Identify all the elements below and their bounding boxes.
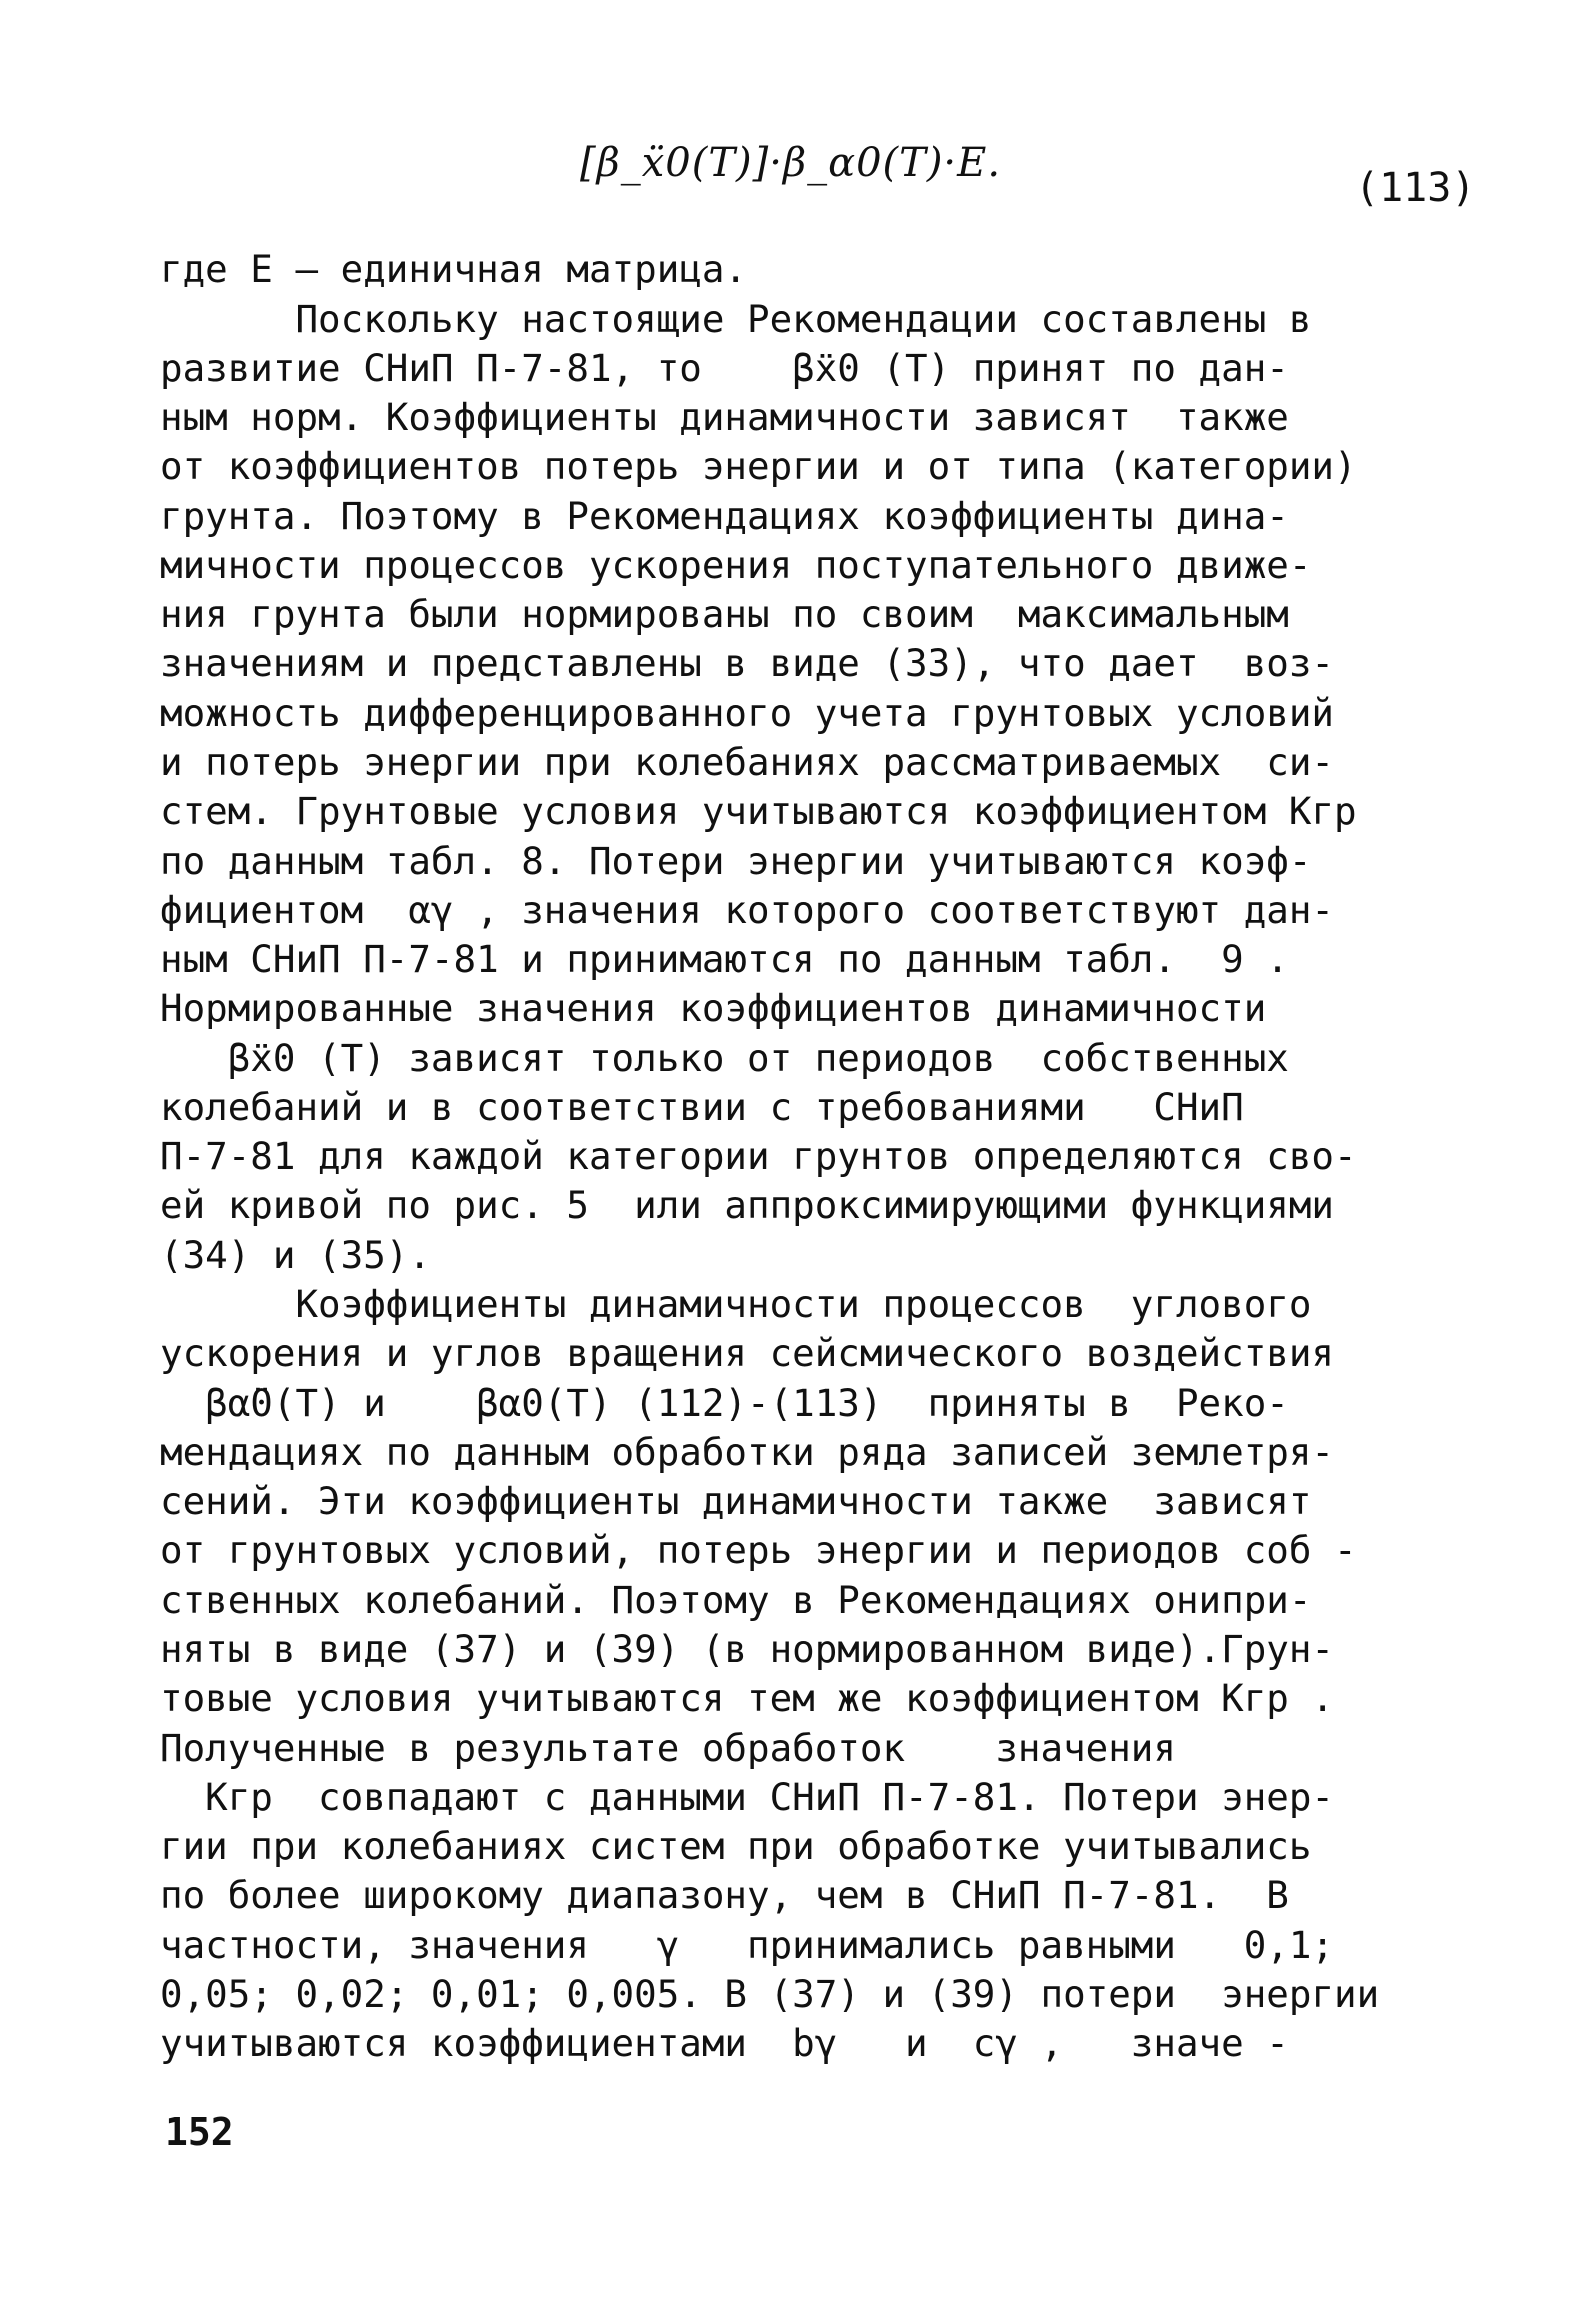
text-line: сений. Эти коэффициенты динамичности также зависят <box>160 1479 1312 1523</box>
text-line: где Е – единичная матрица. <box>160 247 747 291</box>
text-line: частности, значения γ принимались равными 0,1; <box>160 1923 1334 1967</box>
text-line: значениям и представлены в виде (33), что дает воз- <box>160 641 1334 685</box>
text-line: ускорения и углов вращения сейсмического воздействия <box>160 1331 1334 1375</box>
text-line: учитываются коэффициентами bγ и cγ , значе - <box>160 2021 1289 2065</box>
text-line: П-7-81 для каждой категории грунтов определяются сво- <box>160 1134 1357 1178</box>
text-line: развитие СНиП П-7-81, то βẍ0 (Т) принят по дан- <box>160 346 1289 390</box>
text-line: грунта. Поэтому в Рекомендациях коэффициенты дина- <box>160 494 1289 538</box>
text-line: от грунтовых условий, потерь энергии и периодов соб - <box>160 1528 1357 1572</box>
text-line: по данным табл. 8. Потери энергии учитываются коэф- <box>160 839 1312 883</box>
text-line: ственных колебаний. Поэтому в Рекомендациях онипри- <box>160 1578 1312 1622</box>
page-number: 152 <box>165 2110 234 2154</box>
text-line: βẍ0 (Т) зависят только от периодов собственных <box>160 1036 1289 1080</box>
text-line: Полученные в результате обработок значения <box>160 1726 1176 1770</box>
text-line: (34) и (35). <box>160 1233 431 1277</box>
text-line: товые условия учитываются тем же коэффициентом Кгр . <box>160 1676 1334 1720</box>
text-line: от коэффициентов потерь энергии и от типа (категории) <box>160 444 1357 488</box>
text-line: гии при колебаниях систем при обработке учитывались <box>160 1824 1312 1868</box>
text-line: можность дифференцированного учета грунтовых условий <box>160 691 1334 735</box>
text-line: Коэффициенты динамичности процессов углового <box>160 1282 1312 1326</box>
text-line: мичности процессов ускорения поступательного движе- <box>160 543 1312 587</box>
text-line: Поскольку настоящие Рекомендации составлены в <box>160 297 1312 341</box>
text-line: ния грунта были нормированы по своим максимальным <box>160 592 1289 636</box>
text-line: мендациях по данным обработки ряда записей землетря- <box>160 1430 1334 1474</box>
text-line: Нормированные значения коэффициентов динамичности <box>160 986 1267 1030</box>
equation-number: (113) <box>1355 165 1476 211</box>
formula: [β_ẍ0(T)]·β_α0(T)·E. <box>580 140 1002 186</box>
text-line: по более широкому диапазону, чем в СНиП П-7-81. В <box>160 1873 1289 1917</box>
text-line: ным норм. Коэффициенты динамичности зависят также <box>160 395 1289 439</box>
text-line: няты в виде (37) и (39) (в нормированном виде).Грун- <box>160 1627 1334 1671</box>
text-line: ным СНиП П-7-81 и принимаются по данным табл. 9 . <box>160 937 1289 981</box>
text-line: фициентом αγ , значения которого соответствуют дан- <box>160 888 1334 932</box>
text-line: ей кривой по рис. 5 или аппроксимирующими функциями <box>160 1183 1334 1227</box>
text-line: и потерь энергии при колебаниях рассматриваемых си- <box>160 740 1334 784</box>
text-line: 0,05; 0,02; 0,01; 0,005. В (37) и (39) потери энергии <box>160 1972 1380 2016</box>
text-line: колебаний и в соответствии с требованиями СНиП <box>160 1085 1244 1129</box>
text-line: βα̈0(Т) и βα0(Т) (112)-(113) приняты в Реко- <box>160 1381 1289 1425</box>
text-line: стем. Грунтовые условия учитываются коэффициентом Кгр <box>160 789 1357 833</box>
text-line: Кгр совпадают с данными СНиП П-7-81. Потери энер- <box>160 1775 1334 1819</box>
